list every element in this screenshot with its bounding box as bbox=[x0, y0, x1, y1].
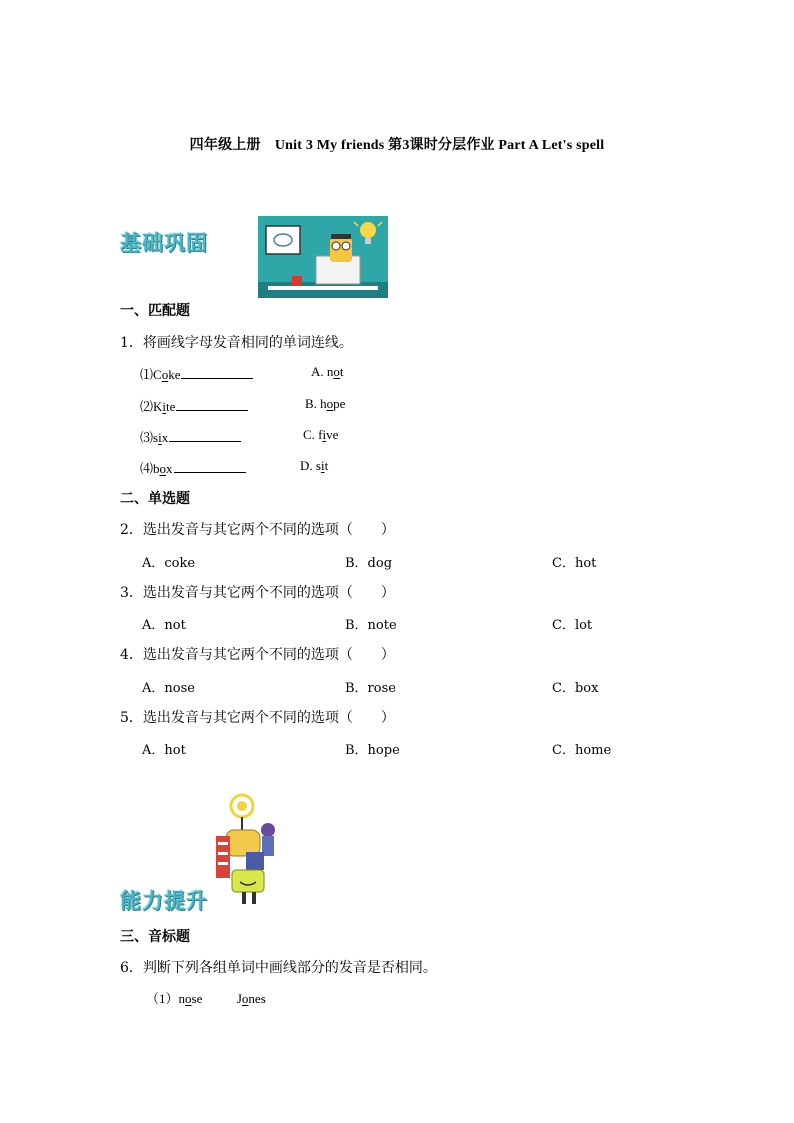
q2-option-b: B．dog bbox=[345, 556, 393, 571]
q4-option-c: C．box bbox=[552, 681, 599, 696]
match-right-d: D. sit bbox=[300, 458, 329, 473]
section-heading-single-choice: 二、单选题 bbox=[120, 491, 190, 507]
q5-option-c: C．home bbox=[552, 743, 612, 758]
match-right-b: B. hope bbox=[305, 396, 346, 411]
teacher-illustration bbox=[258, 216, 388, 298]
page-title: 四年级上册 Unit 3 My friends 第3课时分层作业 Part A Let's spell bbox=[189, 138, 605, 153]
match-right-a: A. not bbox=[311, 364, 344, 379]
question-3-stem: 3．选出发音与其它两个不同的选项（ ） bbox=[120, 585, 395, 601]
q5-option-a: A．hot bbox=[142, 743, 186, 758]
banner-advance: 能力提升 bbox=[120, 889, 208, 913]
q3-option-c: C．lot bbox=[552, 618, 593, 633]
match-right-c: C. five bbox=[303, 427, 339, 442]
banner-basic: 基础巩固 bbox=[120, 231, 208, 255]
question-4-stem: 4．选出发音与其它两个不同的选项（ ） bbox=[120, 647, 395, 663]
match-left-3: ⑶six bbox=[140, 427, 241, 446]
robot-illustration bbox=[212, 792, 292, 910]
question-1-stem: 1．将画线字母发音相同的单词连线。 bbox=[120, 335, 353, 351]
match-left-4: ⑷box bbox=[140, 458, 246, 477]
q2-option-a: A．coke bbox=[142, 556, 196, 571]
q2-option-c: C．hot bbox=[552, 556, 597, 571]
q4-option-b: B．rose bbox=[345, 681, 396, 696]
section-heading-phonetics: 三、音标题 bbox=[120, 929, 190, 945]
q3-option-a: A．not bbox=[142, 618, 186, 633]
question-6-stem: 6．判断下列各组单词中画线部分的发音是否相同。 bbox=[120, 960, 437, 976]
question-2-stem: 2．选出发音与其它两个不同的选项（ ） bbox=[120, 522, 395, 538]
section-heading-matching: 一、匹配题 bbox=[120, 303, 190, 319]
q3-option-b: B．note bbox=[345, 618, 397, 633]
question-5-stem: 5．选出发音与其它两个不同的选项（ ） bbox=[120, 710, 395, 726]
q4-option-a: A．nose bbox=[142, 681, 195, 696]
q5-option-b: B．hope bbox=[345, 743, 400, 758]
match-left-1: ⑴Coke bbox=[140, 364, 253, 383]
match-left-2: ⑵Kite bbox=[140, 396, 248, 415]
q6-item-1: （1）nose Jones bbox=[146, 991, 266, 1006]
